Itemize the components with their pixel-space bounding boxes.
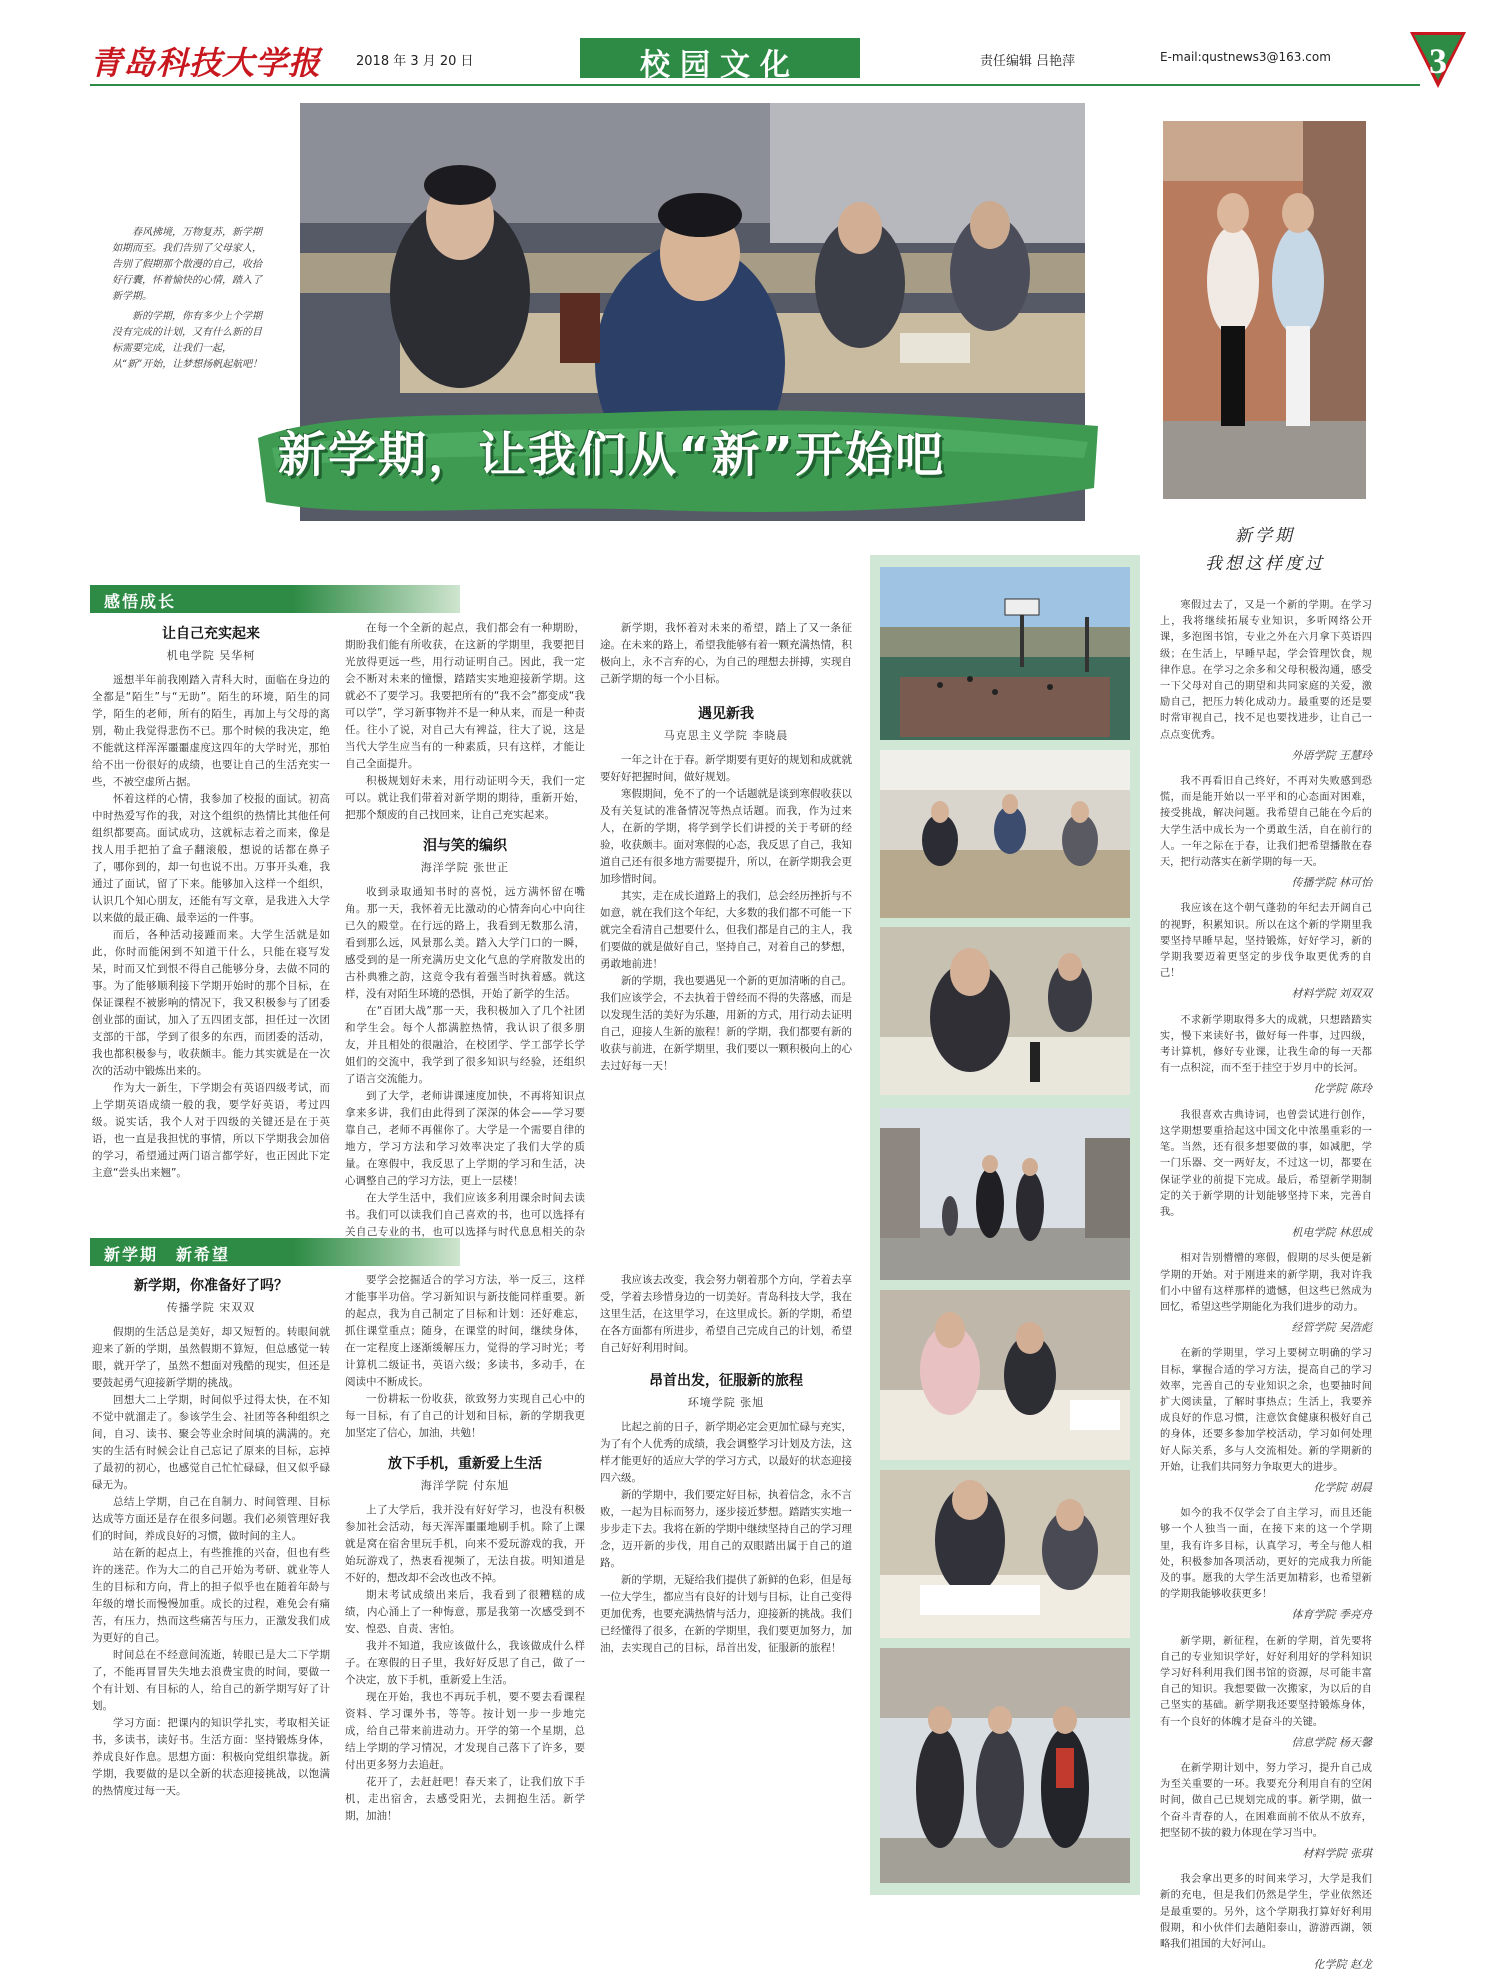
article-author: 机电学院 吴华柯 [166,649,256,662]
section-title: 校园文化 [640,48,800,83]
sidebar-entry-author: 化学院 陈玲 [1313,1082,1372,1096]
article-paragraph: 时间总在不经意间流逝，转眼已是大二下学期了，不能再冒冒失失地去浪费宝贵的时间，要做一个有计划、有目标的人，给自己的新学期写好了计划。 [92,1649,330,1712]
article-column [345,620,585,1258]
article-paragraph: 学习方面：把课内的知识学扎实，考取相关证书，多读书，读好书。生活方面：坚持锻炼身体，养成良好作息。思想方面：积极向党组织靠拢。新学期，我要做的是以全新的状态迎接挑战，以饱满的热情度过每一天。 [92,1717,330,1797]
editor-credit: 责任编辑 吕艳萍 [980,54,1076,69]
article-paragraph: 期末考试成绩出来后，我看到了很糟糕的成绩，内心涌上了一种悔意，那是我第一次感受到不安、惶恐、自责、害怕。 [345,1589,585,1635]
article-author: 海洋学院 付东旭 [420,1479,510,1492]
article-paragraph: 一年之计在于春。新学期要有更好的规划和成就就要好好把握时间，做好规划。 [600,754,852,783]
article-author: 环境学院 张旭 [687,1396,765,1409]
sidebar-entry-author: 化学院 赵龙 [1313,1958,1372,1972]
article-paragraph: 要学会挖掘适合的学习方法，举一反三，这样才能事半功倍。学习新知识与新技能同样重要。新的起点，我为自己制定了目标和计划：还好难忘，抓住课堂重点；随身，在课堂的时间，继续身体，在一定程度上逐渐缓解压力，觉得的学习时光；考计算机二级证书，英语六级；多读书，多动手，在阅读中不断成长。 [345,1274,585,1388]
article-author: 海洋学院 张世正 [420,861,510,874]
article-paragraph: 在每一个全新的起点，我们都会有一种期盼，期盼我们能有所收获，在这新的学期里，我要把目光放得更远一些，用行动证明自己。因此，我一定会不断对未来的憧憬，踏踏实实地迎接新学期。这就必不了要学习。我要把所有的“我不会”都变成“我可以学”，学习新事物并不是一种从来，而是一种责任。往小了说，对自己大有裨益，往大了说，这是当代大学生应当有的一种素质，只有这样，才能让自己全面提升。 [345,622,585,770]
students-outdoor-photo [880,1648,1130,1883]
issue-date: 2018 年 3 月 20 日 [356,54,474,69]
intro-text [112,225,267,377]
newspaper-logo: 青岛科技大学报 [90,44,322,82]
article-paragraph: 总结上学期，自己在自制力、时间管理、目标达成等方面还是存在很多问题。我们必须管理好我们的时间，养成良好的习惯，做时间的主人。 [92,1496,330,1542]
article-paragraph: 新的学期，无疑给我们提供了新鲜的色彩，但是每一位大学生，都应当有良好的计划与目标，让自己变得更加优秀，也要充满热情与活力，迎接新的挑战。我们已经懂得了很多，在新的学期里，我们要更加努力，加油，去实现自己的目标，昂首出发，征服新的旅程！ [600,1574,852,1654]
section-banner [580,38,860,83]
section-header-growth [90,585,460,613]
article-paragraph: 寒假期间，免不了的一个话题就是谈到寒假收获以及有关复试的准备情况等热点话题。而我，作为过来人，在新的学期，将学到学长们讲授的关于考研的经验，收获颇丰。面对寒假的心态，我反思了自己，我知道自己还有很多地方需要提升，所以，在新学期我会更加珍惜时间。 [600,788,852,885]
article-paragraph: 怀着这样的心情，我参加了校报的面试。初高中时热爱写作的我，对这个组织的热情比其他任何组织都要高。面试成功，这就标志着之而来，像是找人用手把拍了盒子翻滚般，想说的话都在鼻子了，哪你到的，却一句也说不出。万事开头难，我通过了面试，留了下来。能够加入这样一个组织，认识几个知心朋友，还能有写文章，是我进入大学以来做的最正确、最幸运的一件事。 [92,793,330,924]
section-header-new-term [90,1238,460,1266]
article-author: 传播学院 宋双双 [166,1301,256,1314]
article-paragraph: 假期的生活总是美好，却又短暂的。转眼间就迎来了新的学期，虽然假期不算短，但总感觉一转眼，就开学了，虽然不想面对残酷的现实，但还是要鼓起勇气迎接新学期的挑战。 [92,1326,330,1389]
library-reading-photo [880,750,1130,918]
sidebar-entry-author: 信息学院 杨天馨 [1291,1735,1372,1749]
sidebar-entry-text: 寒假过去了，又是一个新的学期。在学习上，我将继续拓展专业知识，多听网络公开课，多泡图书馆，专业之外在六月拿下英语四级；在生活上，早睡早起，学会管理饮食，规律作息。在学习之余多和父母积极沟通，感受一下父母对自己的期望和共同家庭的关爱，激励自己，把压力转化成动力。最重要的还是要时常审视自己，找不足也要找进步，让自己一点点变优秀。 [1160,600,1372,741]
article-paragraph: 新的学期中，我们要定好目标，执着信念，永不言败，一起为目标而努力，逐步接近梦想。踏踏实实地一步步走下去。我将在新的学期中继续坚持自己的学习理念，迈开新的步伐，用自己的双眼踏出属于自己的道路。 [600,1489,852,1569]
classroom-reading-photo [880,1470,1130,1638]
students-studying-photo [880,927,1130,1095]
sidebar-title [1160,522,1370,578]
article-paragraph: 作为大一新生，下学期会有英语四级考试，而上学期英语成绩一般的我，要学好英语，考过四级。说实话，我个人对于四级的关键还是在于英语，也一直是我担忧的事情，所以下学期我会加倍的学习，希望通过两门语言都学好，也正因此下定主意“尝头出来翘”。 [92,1082,330,1179]
sidebar-entry-text: 在新的学期里，学习上要树立明确的学习目标，掌握合适的学习方法，提高自己的学习效率，完善自己的专业知识之余，也要抽时间扩大阅读量，了解时事热点；生活上，我要养成良好的作息习惯，注意饮食健康积极好自己的身体，还要多参加学校活动，学习如何处理好人际关系，多与人交流相处。新的学期新的开始，让我们共同努力争取更大的进步。 [1160,1348,1372,1473]
basketball-court-photo [880,567,1130,740]
article-paragraph: 而后，各种活动接踵而来。大学生活就是如此，你时而能闲到不知道干什么，只能在寝写发呆，时而又忙到恨不得自己能够分身，去做不同的事。为了能够顺利接下学期开始时的那个目标，在保证课程不被影响的情况下，我又积极参与了团委创业部的面试，加入了五四团支部，担任过一次团支部的干部，学到了很多的东西，而团委的活动，我也都积极参与，收获颇丰。能力其实就是在一次次的活动中锻炼出来的。 [92,929,330,1077]
article-title: 昂首出发，征服新的旅程 [649,1373,803,1389]
sidebar-entry-author: 传播学院 林可怡 [1291,876,1372,890]
sidebar-entry-text: 我会拿出更多的时间来学习，大学是我们新的充电，但是我们仍然是学生，学业依然还是最重要的。另外，这个学期我打算好好利用假期，和小伙伴们去趟阳泰山，游游西湖，领略我们祖国的大好河山。 [1160,1874,1372,1951]
article-paragraph: 其实，走在成长道路上的我们，总会经历挫折与不如意，就在我们这个年纪，大多数的我们都不可能一下就完全看清自己想要什么，但我们都是自己的主人，我们要做的就是做好自己，坚持自己，对着自己的梦想，勇敢地前进！ [600,890,852,970]
article-paragraph: 我并不知道，我应该做什么，我该做成什么样子。在寒假的日子里，我好好反思了自己，做了一个决定，放下手机，重新爱上生活。 [345,1640,585,1686]
sidebar-entry-text: 我应该在这个朝气蓬勃的年纪去开阔自己的视野，积累知识。所以在这个新的学期里我要坚持早睡早起，坚持锻炼，好好学习，新的学期我要迈着更坚定的步伐争取更优秀的自己！ [1160,903,1372,980]
sidebar-title-line: 新学期 [1235,526,1295,546]
campus-walkway-photo [880,1108,1130,1280]
article-paragraph: 我应该去改变，我会努力朝着那个方向，学着去享受，学着去珍惜身边的一切美好。青岛科技大学，我在这里生活，在这里学习，在这里成长。新的学期，希望在各方面都有所进步，希望自己完成自己的计划，希望自己好好利用时间。 [600,1274,852,1354]
feature-headline: 新学期，让我们从“新”开始吧 [278,427,946,483]
sidebar-entry-text: 我不再看旧自己终好，不再对失败感到恐慌，而是能开始以一平平和的心态面对困难，接受挑战，解决问题。我希望自己能在今后的大学生活中成长为一个勇敢生活，自在前行的人。一年之际在于春，让我们把希望播散在春天，把行动落实在新学期的每一天。 [1160,776,1372,869]
page-number: 3 [1429,41,1447,81]
section-label: 感悟成长 [104,592,177,611]
sidebar-entry-text: 如今的我不仅学会了自主学习，而且还能够一个人独当一面，在接下来的这一个学期里，我有许多目标，认真学习，考全与他人相处，积极参加各项活动，更好的完成我力所能及的事。愿我的大学生活更加精彩，也希望新的学期我能够收获更多！ [1160,1508,1372,1601]
sidebar-entry-author: 外语学院 王慧玲 [1291,748,1372,762]
article-title: 让自己充实起来 [162,626,260,642]
students-walking-photo [1163,121,1366,499]
article-column [92,1272,330,1800]
article-paragraph: 花开了，去赶赶吧！春天来了，让我们放下手机，走出宿舍，去感受阳光，去拥抱生活。新学期，加油！ [345,1776,585,1822]
article-title: 遇见新我 [698,706,754,722]
article-title: 放下手机，重新爱上生活 [388,1456,542,1472]
article-paragraph: 在“百团大战”那一天，我积极加入了几个社团和学生会。每个人都满腔热情，我认识了很多朋友，并且相处的很融洽，在校团学、学工部学长学姐们的交流中，我学到了很多知识与经验，还组织了语言交流能力。 [345,1005,585,1085]
article-column [345,1272,585,1825]
article-paragraph: 到了大学，老师讲课速度加快，不再将知识点拿来多讲，我们由此得到了深深的体会——学习要靠自己，老师不再催你了。大学是一个需要自律的地方，学习方法和学习效率决定了我们大学的质量。在寒假中，我反思了上学期的学习和生活，决心调整自己的学习方法，更上一层楼！ [345,1090,585,1187]
editor-email: E-mail:qustnews3@163.com [1160,50,1331,64]
sidebar-entry-author: 经管学院 吴浩彪 [1291,1321,1372,1335]
article-column [600,1272,852,1657]
article-paragraph: 积极规划好未来，用行动证明今天，我们一定可以。就让我们带着对新学期的期待，重新开始，把那个颓废的自己找回来，让自己充实起来。 [345,775,585,821]
article-paragraph: 新的学期，我也要遇见一个新的更加清晰的自己。我们应该学会，不去执着于曾经而不得的失落感，而是以发现生活的美好为乐趣，用新的方式，用行动去证明自己，迎接人生新的旅程！新的学期，我们都要有新的收获与前进，在新学期里，我们要以一颗积极向上的心去过好每一天！ [600,975,852,1072]
sidebar-title-line: 我想这样度过 [1205,554,1325,574]
section-label: 新学期 新希望 [104,1245,231,1264]
sidebar-entry-text: 相对告别懵懵的寒假，假期的尽头便是新学期的开始。对于刚进来的新学期，我对许我们小中留有这样那样的遗憾，但这些已然成为回忆，希望这些学期能化为我们进步的动力。 [1160,1253,1372,1313]
sidebar-entry-author: 机电学院 林思成 [1291,1226,1372,1240]
sidebar-entry-author: 材料学院 刘双双 [1291,987,1372,1001]
article-column [92,620,330,1182]
article-column [600,620,852,1075]
sidebar-entry-text: 在新学期计划中，努力学习，提升自己成为至关重要的一环。我要充分利用自有的空闲时间，做自己已规划完成的事。新学期，做一个奋斗青春的人，在困难面前不依从不放弃，把坚韧不拔的毅力体现在学习当中。 [1160,1763,1372,1839]
sidebar-entry-text: 我很喜欢古典诗词，也曾尝试进行创作，这学期想要重拾起这中国文化中浓墨重彩的一笔。当然，还有很多想要做的事，如减肥，学一门乐器、交一两好友，不过这一切，都要在保证学业的前提下完成。最后，希望新学期制定的关于新学期的计划能够坚持下来，完善自我。 [1160,1109,1372,1218]
article-paragraph: 比起之前的日子，新学期必定会更加忙碌与充实，为了有个人优秀的成绩，我会调整学习计划及方法，这样才能更好的适应大学的学习方式，以最好的状态迎接四六级。 [600,1421,852,1484]
sidebar-entry-author: 化学院 胡晨 [1313,1480,1372,1494]
article-paragraph: 遥想半年前我刚踏入青科大时，面临在身边的全都是“陌生”与“无助”。陌生的环境，陌生的同学，陌生的老师，所有的陌生，再加上与父母的离别，勒止我觉得悲伤不已。那个时候的我决定，绝不能就这样浑浑噩噩虚度这四年的大学时光，那怕给不出一份很好的成绩，也要让自己的生活充实一些，不被空虚所占据。 [92,674,330,788]
sidebar-column [1160,598,1372,1983]
article-paragraph: 收到录取通知书时的喜悦，远方满怀留在嘴角。那一天，我怀着无比激动的心情奔向心中向往已久的殿堂。在行远的路上，我看到无数那么清，看到那么远，风景那么美。踏入大学门口的一瞬，感受到的是一所充满历史文化气息的学府散发出的古朴典雅之韵，这竟令我有着强当时执着感。就这样，没有对陌生环境的恐惧，开始了新学的生活。 [345,886,585,1000]
article-paragraph: 上了大学后，我并没有好好学习，也没有积极参加社会活动，每天浑浑噩噩地刷手机。除了上课就是窝在宿舍里玩手机，向来不爱玩游戏的我，开始玩游戏了，热衷看视频了，无法自拔。明知道是不好的，想改却不会改也改不掉。 [345,1504,585,1584]
article-title: 新学期，你准备好了吗？ [134,1278,288,1294]
article-paragraph: 站在新的起点上，有些推推的兴奋，但也有些许的迷茫。作为大二的自己开始为考研、就业等人生的目标和方向，背上的担子似乎也在随着年龄与年级的增长而慢慢加重。成长的过程，难免会有痛苦，有压力，热而这些痛苦与压力，正激发我们成为更好的自己。 [92,1547,330,1644]
masthead [90,38,1447,86]
sidebar-entry-text: 不求新学期取得多大的成就，只想踏踏实实，慢下来读好书，做好每一件事，过四级，考计算机，修好专业课，让我生命的每一天都有一点积淀，而不至于挂空于岁月中的长河。 [1160,1014,1372,1075]
desk-study-photo [880,1290,1130,1460]
sidebar-entry-text: 新学期，新征程，在新的学期，首先要将自己的专业知识学好，好好利用好的学科知识学习好科利用我们图书馆的资源，尽可能丰富自己的知识。我想要做一次搬家，为以后的自己坚实的基础。新学期我还要坚持锻炼身体，有一个良好的体魄才是奋斗的关键。 [1160,1635,1372,1728]
intro-paragraph: 新的学期，你有多少上个学期没有完成的计划，又有什么新的目标需要完成，让我们一起，从“新”开始，让梦想扬帆起航吧！ [112,311,263,370]
intro-paragraph: 春风拂境，万物复苏，新学期如期而至。我们告别了父母家人，告别了假期那个散漫的自己，收拾好行囊，怀着愉快的心情，踏入了新学期。 [112,227,262,302]
article-title: 泪与笑的编织 [423,838,507,854]
article-paragraph: 一份耕耘一份收获，欲致努力实现自己心中的每一目标，有了自己的计划和目标，新的学期我更加坚定了信心，加油，共勉！ [345,1393,585,1439]
article-paragraph: 新学期，我怀着对未来的希望，踏上了又一条征途。在未来的路上，希望我能够有着一颗充满热情，积极向上，永不言弃的心，为自己的理想去拼搏，实现自己新学期的每一个小目标。 [600,622,852,685]
article-paragraph: 现在开始，我也不再玩手机，要不要去看课程资料、学习课外书，等等。按计划一步一步地完成，给自己带来前进动力。开学的第一个星期，总结上学期的学习情况，才发现自己落下了许多，要付出更多努力去追赶。 [345,1691,585,1771]
sidebar-entry-author: 体育学院 季亮舟 [1291,1608,1372,1622]
article-paragraph: 回想大二上学期，时间似乎过得太快，在不知不觉中就溜走了。参该学生会、社团等各种组织之间，自习、读书、聚会等业余时间填的满满的。充实的生活有时候会让自己忘记了原来的目标，忘掉了最初的初心，也感觉自己忙忙碌碌，但又似乎碌碌无为。 [92,1394,330,1491]
sidebar-entry-author: 材料学院 张琪 [1302,1847,1372,1861]
article-author: 马克思主义学院 李晓晨 [663,729,789,742]
article-paragraph: 在大学生活中，我们应该多利用课余时间去读书。我们可以读我们自己喜欢的书，也可以选择有关自己专业的书，也可以选择与时代息息相关的杂 [345,1192,585,1238]
